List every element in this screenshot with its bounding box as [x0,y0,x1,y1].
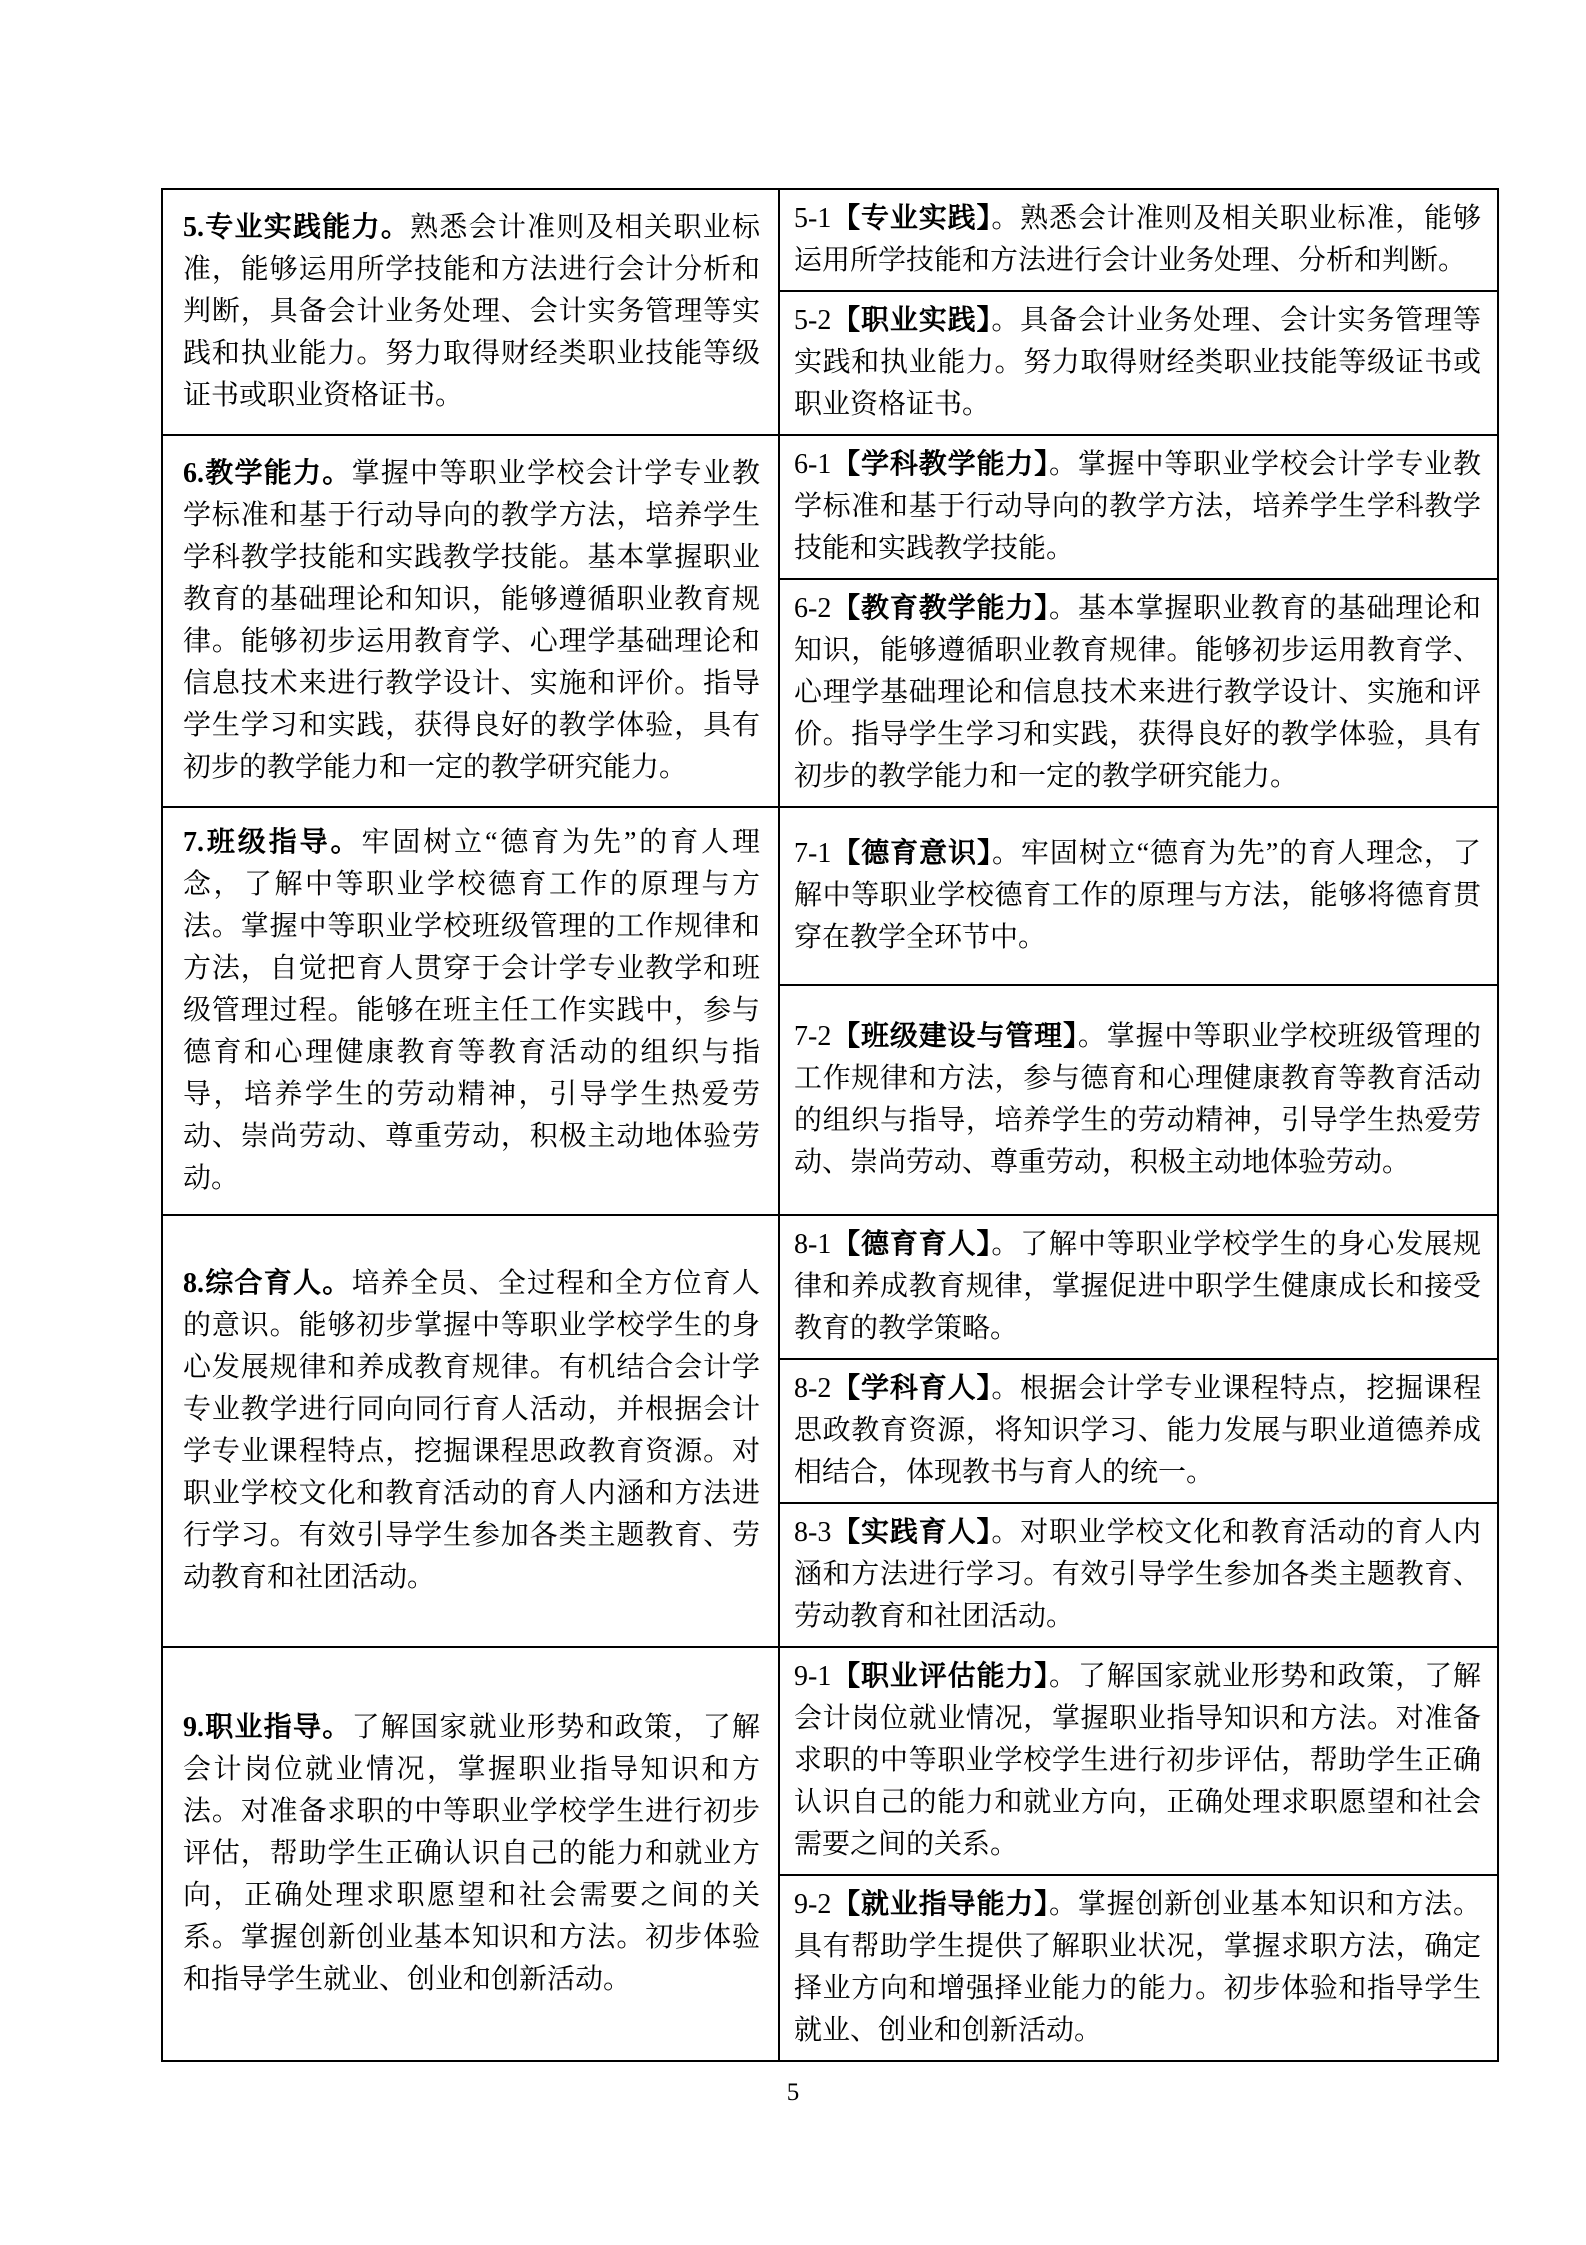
indicator-tag: 【德育育人】 [831,1229,992,1260]
indicator-cell [779,1359,1498,1503]
indicator-tag: 【职业评估能力】 [831,1661,1050,1692]
indicator-code: 7-1 [794,838,832,870]
indicator-tag: 【班级建设与管理】 [831,1021,1078,1053]
indicator-tag: 【职业实践】 [831,305,992,336]
table-row [162,807,1498,985]
indicator-body: 。具备会计业务处理、会计实务管理等实践和执业能力。努力取得财经类职业技能等级证书或职业资格证书。 [794,305,1481,420]
indicator-code: 6-2 [794,593,832,624]
competency-title: 9.职业指导。 [183,1712,352,1743]
indicator-code: 9-2 [794,1889,832,1920]
competency-title: 7.班级指导。 [183,827,362,858]
indicator-body: 。掌握创新创业基本知识和方法。具有帮助学生提供了解职业状况，掌握求职方法，确定择业方向和增强择业能力的能力。初步体验和指导学生就业、创业和创新活动。 [794,1889,1481,2046]
indicator-cell [779,1503,1498,1647]
competency-body: 培养全员、全过程和全方位育人的意识。能够初步掌握中等职业学校学生的身心发展规律和养成教育规律。有机结合会计学专业教学进行同向同行育人活动，并根据会计学专业课程特点，挖掘课程思政教育资源。对职业学校文化和教育活动的育人内涵和方法进行学习。有效引导学生参加各类主题教育、劳动教育和社团活动。 [183,1268,760,1593]
indicator-cell [779,1215,1498,1359]
indicator-code: 5-2 [794,305,832,336]
indicator-code: 8-1 [794,1229,832,1260]
indicator-cell [779,807,1498,985]
table-row [162,1647,1498,1875]
competency-cell [162,189,779,435]
indicator-cell [779,435,1498,579]
competency-cell [162,1215,779,1647]
indicator-code: 8-2 [794,1373,832,1404]
competency-title: 8.综合育人。 [183,1268,352,1299]
indicator-code: 8-3 [794,1517,832,1548]
table-row [162,435,1498,579]
indicator-body: 。根据会计学专业课程特点，挖掘课程思政教育资源，将知识学习、能力发展与职业道德养成相结合，体现教书与育人的统一。 [794,1373,1481,1488]
indicator-cell [779,1647,1498,1875]
indicator-code: 6-1 [794,449,832,480]
indicator-tag: 【学科育人】 [831,1373,992,1404]
indicator-body: 。掌握中等职业学校会计学专业教学标准和基于行动导向的教学方法，培养学生学科教学技能和实践教学技能。 [794,449,1481,564]
indicator-cell [779,1875,1498,2061]
competency-body: 掌握中等职业学校会计学专业教学标准和基于行动导向的教学方法，培养学生学科教学技能和实践教学技能。基本掌握职业教育的基础理论和知识，能够遵循职业教育规律。能够初步运用教育学、心理学基础理论和信息技术来进行教学设计、实施和评价。指导学生学习和实践，获得良好的教学体验，具有初步的教学能力和一定的教学研究能力。 [183,458,760,783]
indicator-body: 。了解国家就业形势和政策，了解会计岗位就业情况，掌握职业指导知识和方法。对准备求职的中等职业学校学生进行初步评估，帮助学生正确认识自己的能力和就业方向，正确处理求职愿望和社会需要之间的关系。 [794,1661,1481,1860]
table-row [162,189,1498,291]
indicator-tag: 【德育意识】 [831,838,992,870]
table-row [162,1215,1498,1359]
competency-table-body [162,189,1498,2061]
indicator-cell [779,189,1498,291]
indicator-code: 9-1 [794,1661,832,1692]
competency-body: 牢固树立“德育为先”的育人理念，了解中等职业学校德育工作的原理与方法。掌握中等职业学校班级管理的工作规律和方法，自觉把育人贯穿于会计学专业教学和班级管理过程。能够在班主任工作实践中，参与德育和心理健康教育等教育活动的组织与指导，培养学生的劳动精神，引导学生热爱劳动、崇尚劳动、尊重劳动，积极主动地体验劳动。 [183,827,760,1194]
competency-cell [162,435,779,807]
indicator-tag: 【专业实践】 [831,203,992,234]
competency-title: 6.教学能力。 [183,458,352,489]
competency-body: 了解国家就业形势和政策，了解会计岗位就业情况，掌握职业指导知识和方法。对准备求职的中等职业学校学生进行初步评估，帮助学生正确认识自己的能力和就业方向，正确处理求职愿望和社会需要之间的关系。掌握创新创业基本知识和方法。初步体验和指导学生就业、创业和创新活动。 [183,1712,760,1995]
indicator-cell [779,579,1498,807]
indicator-body: 。了解中等职业学校学生的身心发展规律和养成教育规律，掌握促进中职学生健康成长和接受教育的教学策略。 [794,1229,1481,1344]
indicator-code: 5-1 [794,203,832,234]
indicator-body: 。基本掌握职业教育的基础理论和知识，能够遵循职业教育规律。能够初步运用教育学、心理学基础理论和信息技术来进行教学设计、实施和评价。指导学生学习和实践，获得良好的教学体验，具有初步的教学能力和一定的教学研究能力。 [794,593,1481,792]
competency-body: 熟悉会计准则及相关职业标准，能够运用所学技能和方法进行会计分析和判断，具备会计业务处理、会计实务管理等实践和执业能力。努力取得财经类职业技能等级证书或职业资格证书。 [183,212,760,411]
indicator-body: 。熟悉会计准则及相关职业标准，能够运用所学技能和方法进行会计业务处理、分析和判断。 [794,203,1481,276]
indicator-body: 。牢固树立“德育为先”的育人理念，了解中等职业学校德育工作的原理与方法，能够将德育贯穿在教学全环节中。 [794,838,1481,954]
indicator-code: 7-2 [794,1021,832,1053]
indicator-body: 。对职业学校文化和教育活动的育人内涵和方法进行学习。有效引导学生参加各类主题教育、劳动教育和社团活动。 [794,1517,1481,1632]
competency-cell [162,1647,779,2061]
competency-table [161,188,1499,2062]
indicator-tag: 【学科教学能力】 [831,449,1050,480]
competency-title: 5.专业实践能力。 [183,212,411,243]
indicator-tag: 【教育教学能力】 [831,593,1050,624]
indicator-cell [779,291,1498,435]
page-number: 5 [786,2079,800,2106]
indicator-tag: 【就业指导能力】 [831,1889,1050,1920]
indicator-cell [779,985,1498,1215]
indicator-tag: 【实践育人】 [831,1517,992,1548]
indicator-body: 。掌握中等职业学校班级管理的工作规律和方法，参与德育和心理健康教育等教育活动的组织与指导，培养学生的劳动精神，引导学生热爱劳动、崇尚劳动、尊重劳动，积极主动地体验劳动。 [794,1021,1481,1179]
competency-cell [162,807,779,1215]
